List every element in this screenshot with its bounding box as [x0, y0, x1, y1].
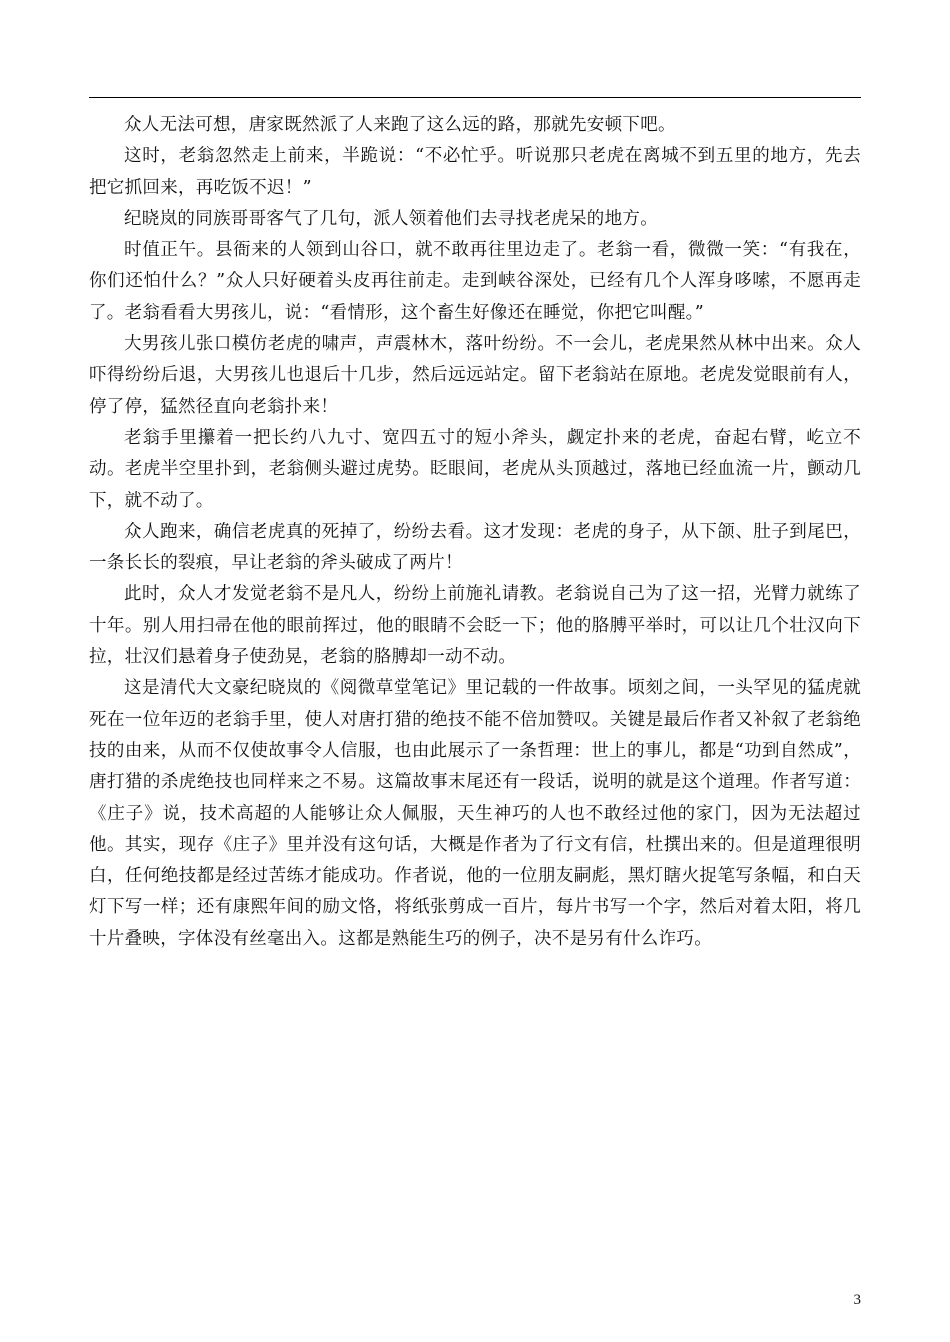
page-number: 3 [853, 1292, 861, 1308]
paragraph: 此时，众人才发觉老翁不是凡人，纷纷上前施礼请教。老翁说自己为了这一招，光臂力就练了十年。别人用扫帚在他的眼前挥过，他的眼睛不会眨一下；他的胳膊平举时，可以让几个壮汉向下拉，壮汉们悬着身子使劲晃，老翁的胳膊却一动不动。 [89, 584, 861, 668]
header-rule [89, 97, 861, 98]
paragraph: 众人无法可想，唐家既然派了人来跑了这么远的路，那就先安顿下吧。 [124, 115, 676, 135]
paragraph: 时值正午。县衙来的人领到山谷口，就不敢再往里边走了。老翁一看，微微一笑：“有我在，你们还怕什么？”众人只好硬着头皮再往前走。走到峡谷深处，已经有几个人浑身哆嗦，不愿再走了。老翁看看大男孩儿，说：“看情形，这个畜生好像还在睡觉，你把它叫醒。” [89, 240, 861, 323]
paragraph: 这是清代大文豪纪晓岚的《阅微草堂笔记》里记载的一件故事。顷刻之间，一头罕见的猛虎就死在一位年迈的老翁手里，使人对唐打猎的绝技不能不倍加赞叹。关键是最后作者又补叙了老翁绝技的由来，从而不仅使故事令人信服，也由此展示了一条哲理：世上的事儿，都是“功到自然成”，唐打猎的杀虎绝技也同样来之不易。这篇故事末尾还有一段话，说明的就是这个道理。作者写道：《庄子》说，技术高超的人能够让众人佩服，天生神巧的人也不敢经过他的家门，因为无法超过他。其实，现存《庄子》里并没有这句话，大概是作者为了行文有信，杜撰出来的。但是道理很明白，任何绝技都是经过苦练才能成功。作者说，他的一位朋友嗣彪，黑灯瞎火捉笔写条幅，和白天灯下写一样；还有康熙年间的励文恪，将纸张剪成一百片，每片书写一个字，然后对着太阳，将几十片叠映，字体没有丝毫出入。这都是熟能生巧的例子，决不是另有什么诈巧。 [89, 678, 861, 949]
paragraph: 老翁手里攥着一把长约八九寸、宽四五寸的短小斧头，觑定扑来的老虎，奋起右臂，屹立不动。老虎半空里扑到，老翁侧头避过虎势。眨眼间，老虎从头顶越过，落地已经血流一片，颤动几下，就不动了。 [89, 427, 861, 511]
paragraph: 大男孩儿张口模仿老虎的啸声，声震林木，落叶纷纷。不一会儿，老虎果然从林中出来。众人吓得纷纷后退，大男孩儿也退后十几步，然后远远站定。留下老翁站在原地。老虎发觉眼前有人，停了停，猛然径直向老翁扑来！ [89, 334, 861, 417]
paragraph: 纪晓岚的同族哥哥客气了几句，派人领着他们去寻找老虎呆的地方。 [124, 208, 658, 229]
body-text [89, 110, 861, 955]
paragraph: 这时，老翁忽然走上前来，半跪说：“不必忙乎。听说那只老虎在离城不到五里的地方，先去把它抓回来，再吃饭不迟！” [89, 146, 861, 198]
paragraph: 众人跑来，确信老虎真的死掉了，纷纷去看。这才发现：老虎的身子，从下颌、肚子到尾巴，一条长长的裂痕，早让老翁的斧头破成了两片！ [89, 521, 861, 574]
